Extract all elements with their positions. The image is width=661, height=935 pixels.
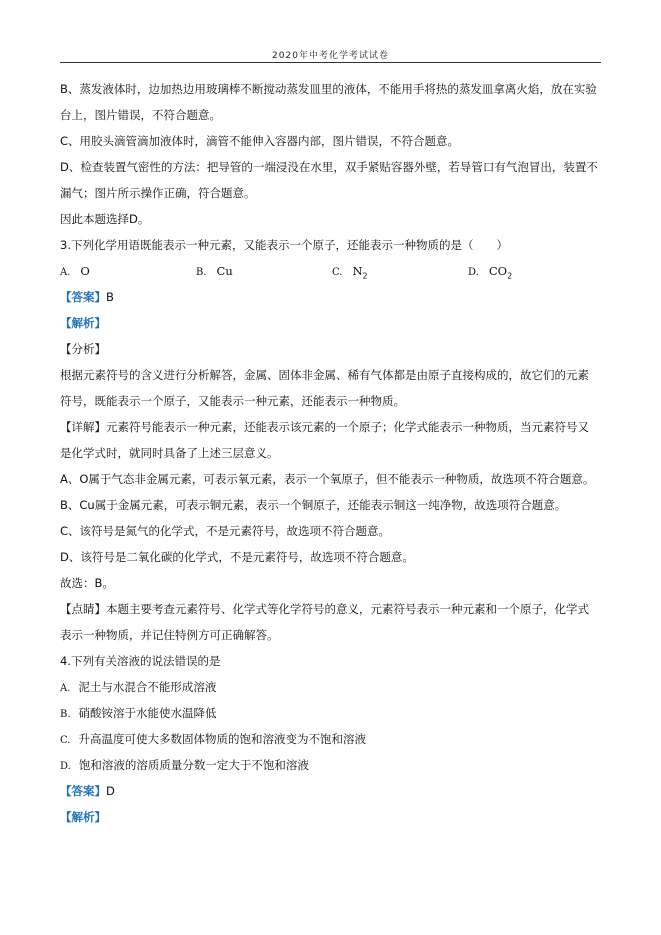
- q3-dianjing-line-1: [60, 596, 606, 622]
- q3-dianjing-line-2: 表示一种物质，并记住特例方可正确解答。: [60, 628, 279, 642]
- q3-option-d-value: CO: [488, 264, 508, 278]
- q3-option-d-letter: D.: [468, 267, 479, 278]
- q3-answer-value: B: [106, 290, 114, 304]
- q3-fenxi-line-1: 根据元素符号的含义进行分析解答，金属、固体非金属、稀有气体都是由原子直接构成的，故它们的元素: [60, 368, 589, 382]
- q3-option-b-letter: B.: [196, 267, 207, 278]
- q3-stem: 3.下列化学用语既能表示一种元素，又能表示一个原子，还能表示一种物质的是（ ）: [60, 238, 508, 252]
- q3-option-d-subscript: 2: [507, 271, 513, 281]
- q3-final-choice: 故选：B。: [60, 576, 114, 590]
- q4-option-d: [60, 752, 606, 778]
- q3-jiexi-tag: 【解析】: [60, 316, 106, 330]
- q3-analysis-c: C、该符号是氮气的化学式，不是元素符号，故选项不符合题意。: [60, 524, 391, 538]
- q3-detail-tag: 【详解】: [60, 420, 106, 434]
- q3-option-a-value: O: [80, 264, 90, 278]
- q3-jiexi: [60, 310, 606, 336]
- q3-option-c-value: N: [352, 264, 363, 278]
- q3-analysis-a: A、O属于气态非金属元素，可表示氧元素，表示一个氧原子，但不能表示一种物质，故选项不符合题意。: [60, 472, 595, 486]
- q4-option-a-letter: A.: [60, 683, 71, 694]
- q3-option-b-value: Cu: [216, 264, 233, 278]
- q3-options: [60, 258, 606, 284]
- q4-jiexi: [60, 804, 606, 830]
- q4-option-c: [60, 726, 606, 752]
- q3-option-b: [196, 258, 332, 284]
- q3-analysis-b: B、Cu属于金属元素，可表示铜元素，表示一个铜原子，还能表示铜这一纯净物，故选项符合题意。: [60, 498, 567, 512]
- q4-option-b-letter: B.: [60, 709, 71, 720]
- q4-option-d-letter: D.: [60, 761, 71, 772]
- q4-option-c-letter: C.: [60, 735, 71, 746]
- q3-option-a: [60, 258, 196, 284]
- q3-answer: [60, 284, 606, 310]
- q4-stem: 4.下列有关溶液的说法错误的是: [60, 654, 221, 668]
- q3-detail-line-1: [60, 414, 606, 440]
- q2-option-b-line-1: B、蒸发液体时，边加热边用玻璃棒不断搅动蒸发皿里的液体，不能用手将热的蒸发皿拿离火焰，放在实验: [60, 82, 597, 96]
- q3-analysis-d: D、该符号是二氧化碳的化学式，不是元素符号，故选项不符合题意。: [60, 550, 414, 564]
- q2-option-b-line-2: 台上，图片错误，不符合题意。: [60, 108, 221, 122]
- q3-option-d: [468, 258, 604, 284]
- page-header: 2020年中考化学考试试卷: [272, 51, 389, 61]
- q3-option-c-subscript: 2: [362, 271, 368, 281]
- q2-conclusion: 因此本题选择D。: [60, 212, 150, 226]
- q4-answer-value: D: [106, 784, 115, 798]
- q2-option-d-line-1: D、检查装置气密性的方法：把导管的一端浸没在水里，双手紧贴容器外壁，若导管口有气泡冒出，装置不: [60, 160, 598, 174]
- q4-option-a: [60, 674, 606, 700]
- q3-dianjing-tag: 【点睛】: [60, 602, 106, 616]
- q3-fenxi-heading: 【分析】: [60, 342, 106, 356]
- q3-detail-text: 元素符号能表示一种元素，还能表示该元素的一个原子；化学式能表示一种物质，当元素符号又: [106, 420, 589, 434]
- q4-option-b: [60, 700, 606, 726]
- q4-option-b-text: 硝酸铵溶于水能使水温降低: [78, 706, 217, 720]
- q3-dianjing-text: 本题主要考查元素符号、化学式等化学符号的意义，元素符号表示一种元素和一个原子，化学式: [106, 602, 589, 616]
- q3-detail-line-2: 是化学式时，就同时具备了上述三层意义。: [60, 446, 279, 460]
- q4-option-c-text: 升高温度可使大多数固体物质的饱和溶液变为不饱和溶液: [78, 732, 366, 746]
- q3-answer-tag: 【答案】: [60, 290, 106, 304]
- q3-option-a-letter: A.: [60, 267, 71, 278]
- q3-option-c: [332, 258, 468, 284]
- q3-fenxi-line-2: 符号，既能表示一个原子，又能表示一种元素，还能表示一种物质。: [60, 394, 405, 408]
- q2-option-d-line-2: 漏气；图片所示操作正确，符合题意。: [60, 186, 256, 200]
- q4-jiexi-tag: 【解析】: [60, 810, 106, 824]
- q2-option-c: C、用胶头滴管滴加液体时，滴管不能伸入容器内部，图片错误，不符合题意。: [60, 134, 460, 148]
- q4-option-d-text: 饱和溶液的溶质质量分数一定大于不饱和溶液: [78, 758, 309, 772]
- document-body: [60, 76, 606, 830]
- q3-option-c-letter: C.: [332, 267, 343, 278]
- q4-answer-tag: 【答案】: [60, 784, 106, 798]
- q4-answer: [60, 778, 606, 804]
- q4-option-a-text: 泥土与水混合不能形成溶液: [78, 680, 217, 694]
- header-rule: [60, 62, 601, 63]
